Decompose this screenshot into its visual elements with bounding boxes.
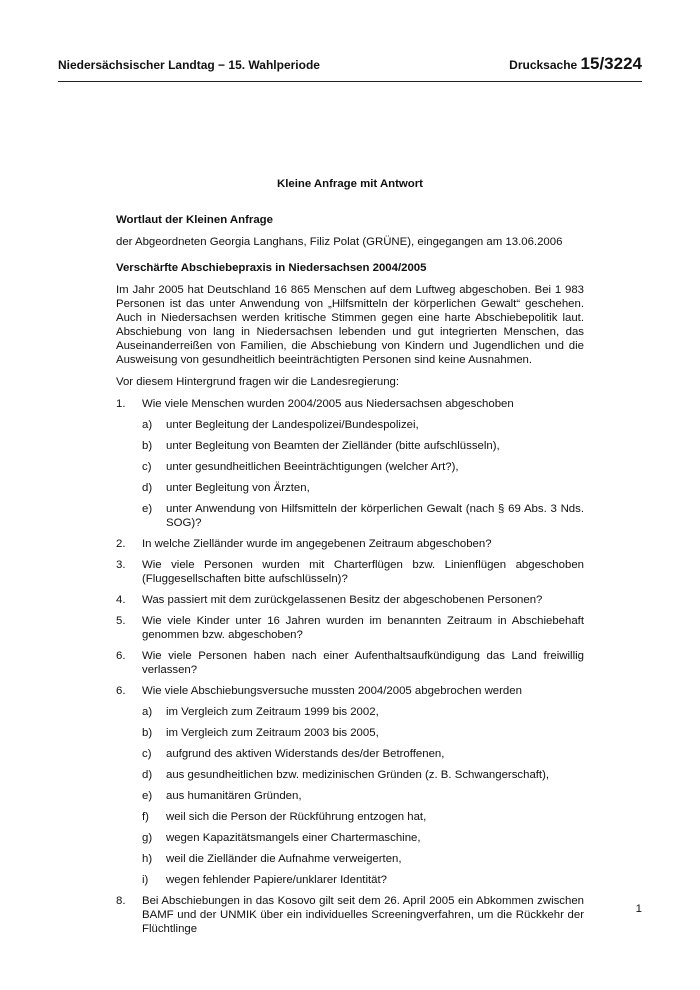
subquestion-text: aus humanitären Gründen,: [166, 790, 302, 802]
document-body: [116, 177, 584, 943]
subquestion-text: wegen Kapazitätsmangels einer Chartermaschine,: [166, 832, 421, 844]
subquestion-text: weil sich die Person der Rückführung entzogen hat,: [166, 811, 427, 823]
question-text: Was passiert mit dem zurückgelassenen Besitz der abgeschobenen Personen?: [142, 594, 543, 606]
subquestion-text: weil die Zielländer die Aufnahme verweigerten,: [166, 853, 402, 865]
subquestion-text: im Vergleich zum Zeitraum 2003 bis 2005,: [166, 727, 379, 739]
subquestion-letter: d): [142, 769, 153, 781]
question-list: [116, 397, 584, 936]
subquestion-letter: b): [142, 440, 153, 452]
question-item: [116, 894, 584, 936]
question-number: 3.: [116, 559, 126, 571]
question-number: 6.: [116, 650, 126, 662]
subquestion-text: wegen fehlender Papiere/unklarer Identität?: [166, 874, 387, 886]
subquestion-letter: g): [142, 832, 153, 844]
subquestion-letter: e): [142, 790, 153, 802]
subquestion-letter: d): [142, 482, 153, 494]
subquestion-item: [116, 768, 584, 782]
subquestion-letter: e): [142, 503, 153, 515]
header-document-label: Drucksache: [509, 58, 581, 72]
subquestion-text: unter Begleitung von Beamten der Zielländer (bitte aufschlüsseln),: [166, 440, 500, 452]
subquestion-letter: i): [142, 874, 149, 886]
question-item: [116, 558, 584, 586]
question-item: [116, 397, 584, 411]
header-parliament: Niedersächsischer Landtag − 15. Wahlperiode: [58, 58, 320, 72]
subquestion-text: unter gesundheitlichen Beeinträchtigungen (welcher Art?),: [166, 461, 459, 473]
subquestion-text: im Vergleich zum Zeitraum 1999 bis 2002,: [166, 706, 379, 718]
subquestion-letter: c): [142, 461, 152, 473]
subquestion-letter: b): [142, 727, 153, 739]
question-text: In welche Zielländer wurde im angegebenen Zeitraum abgeschoben?: [142, 538, 492, 550]
subquestion-item: [116, 852, 584, 866]
question-number: 8.: [116, 895, 126, 907]
subquestion-item: [116, 831, 584, 845]
header-document-id: 15/3224: [580, 54, 642, 73]
subquestion-item: [116, 502, 584, 530]
subquestion-text: unter Begleitung von Ärzten,: [166, 482, 310, 494]
question-text: Wie viele Kinder unter 16 Jahren wurden im benannten Zeitraum in Abschiebehaft genommen bzw. abgeschoben?: [142, 615, 584, 641]
subquestion-letter: h): [142, 853, 153, 865]
question-text: Bei Abschiebungen in das Kosovo gilt seit dem 26. April 2005 ein Abkommen zwischen BAMF und der UNMIK über ein individuelles Screeningverfahren, um die Rückkehr der Flüchtlinge: [142, 895, 584, 935]
header-rule: [58, 81, 642, 82]
question-item: [116, 649, 584, 677]
document-title: Kleine Anfrage mit Antwort: [277, 178, 423, 190]
question-item: [116, 593, 584, 607]
subquestion-text: unter Anwendung von Hilfsmitteln der körperlichen Gewalt (nach § 69 Abs. 3 Nds. SOG)?: [166, 503, 584, 529]
subquestion-item: [116, 789, 584, 803]
subquestion-item: [116, 873, 584, 887]
question-text: Wie viele Personen wurden mit Charterflügen bzw. Linienflügen abgeschoben (Fluggesellschaften bitte aufschlüsseln)?: [142, 559, 584, 585]
subquestion-text: aufgrund des aktiven Widerstands des/der Betroffenen,: [166, 748, 445, 760]
page-number: 1: [635, 903, 642, 915]
subquestion-item: [116, 460, 584, 474]
subquestion-item: [116, 418, 584, 432]
question-text: Wie viele Menschen wurden 2004/2005 aus Niedersachsen abgeschoben: [142, 398, 514, 410]
question-number: 1.: [116, 398, 126, 410]
authors-line: der Abgeordneten Georgia Langhans, Filiz Polat (GRÜNE), eingegangen am 13.06.2006: [116, 236, 563, 248]
lead-sentence: Vor diesem Hintergrund fragen wir die Landesregierung:: [116, 376, 400, 388]
question-item: [116, 537, 584, 551]
page-header: [58, 54, 642, 80]
subquestion-letter: c): [142, 748, 152, 760]
question-number: 2.: [116, 538, 126, 550]
question-item: [116, 684, 584, 698]
question-number: 4.: [116, 594, 126, 606]
section-heading: Wortlaut der Kleinen Anfrage: [116, 214, 273, 226]
question-number: 5.: [116, 615, 126, 627]
subquestion-item: [116, 439, 584, 453]
subquestion-letter: a): [142, 419, 153, 431]
subquestion-text: unter Begleitung der Landespolizei/Bundespolizei,: [166, 419, 419, 431]
subquestion-letter: f): [142, 811, 149, 823]
subquestion-item: [116, 810, 584, 824]
intro-paragraph: Im Jahr 2005 hat Deutschland 16 865 Menschen auf dem Luftweg abgeschoben. Bei 1 983 Personen ist das unter Anwendung von „Hilfsmitteln der körperlichen Gewalt“ geschehen. Auch in Niedersachsen werden kritische Stimmen gegen eine harte Abschiebepolitik laut. Abschiebung von lang in Niedersachsen lebenden und gut integrierten Menschen, das Auseinanderreißen von Familien, die Abschiebung von Kindern und Jugendlichen und die Ausweisung von gesundheitlich beeinträchtigten Personen sind keine Ausnahmen.: [116, 284, 584, 366]
question-number: 6.: [116, 685, 126, 697]
subquestion-item: [116, 726, 584, 740]
subquestion-text: aus gesundheitlichen bzw. medizinischen Gründen (z. B. Schwangerschaft),: [166, 769, 550, 781]
question-text: Wie viele Personen haben nach einer Aufenthaltsaufkündigung das Land freiwillig verlassen?: [142, 650, 584, 676]
subquestion-letter: a): [142, 706, 153, 718]
header-document-number: [509, 54, 642, 74]
subject-heading: Verschärfte Abschiebepraxis in Niedersachsen 2004/2005: [116, 262, 427, 274]
subquestion-item: [116, 481, 584, 495]
question-item: [116, 614, 584, 642]
question-text: Wie viele Abschiebungsversuche mussten 2004/2005 abgebrochen werden: [142, 685, 522, 697]
subquestion-item: [116, 747, 584, 761]
subquestion-item: [116, 705, 584, 719]
